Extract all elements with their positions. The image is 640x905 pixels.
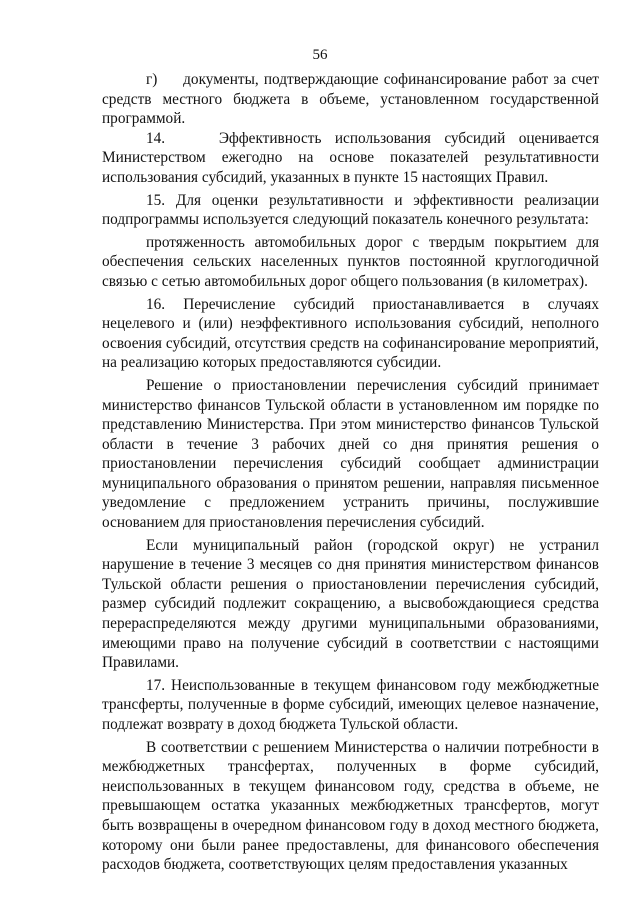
paragraph-15-indicator: 15. Для оценки результативности и эффективности реализации подпрограммы используется следующий показатель конечного результата: xyxy=(102,191,599,229)
paragraph-17-unused-transfers: 17. Неиспользованные в текущем финансовом году межбюджетные трансферты, полученные в форме субсидий, имеющих целевое назначение, подлежат возврату в доход бюджета Тульской области. xyxy=(102,676,599,733)
paragraph-return-of-funds: В соответствии с решением Министерства о наличии потребности в межбюджетных трансфертах, полученных в форме субсидий, неиспользованных в текущем финансовом году, средства в объеме, не превышающем остатка указанных межбюджетных трансфертов, могут быть возвращены в очередном финансовом году в доход местного бюджета, которому они были ранее предоставлены, для финансового обеспечения расходов бюджета, соответствующих целям предоставления указанных xyxy=(102,738,599,874)
paragraph-road-length: протяженность автомобильных дорог с твердым покрытием для обеспечения сельских населенных пунктов постоянной круглогодичной связью с сетью автомобильных дорог общего пользования (в километрах). xyxy=(102,233,599,290)
paragraph-suspension-decision: Решение о приостановлении перечисления субсидий принимает министерство финансов Тульской области в установленном им порядке по представлению Министерства. При этом министерство финансов Тульской области в течение 3 рабочих дней со дня принятия решения о приостановлении перечисления субсидий сообщает администрации муниципального образования о принятом решении, направляя письменное уведомление с предложением устранить причины, послужившие основанием для приостановления перечисления субсидий. xyxy=(102,376,599,532)
paragraph-g-documents: г) документы, подтверждающие софинансирование работ за счет средств местного бюджета в объеме, установленном государственной программой. xyxy=(102,71,599,128)
document-body xyxy=(102,70,599,875)
paragraph-16-suspension: 16. Перечисление субсидий приостанавливается в случаях нецелевого и (или) неэффективного использования субсидий, неполного освоения субсидий, отсутствия средств на софинансирование мероприятий, на реализацию которых предоставляются субсидии. xyxy=(102,295,599,372)
paragraph-14-efficiency: 14. Эффективность использования субсидий оценивается Министерством ежегодно на основе показателей результативности использования субсидий, указанных в пункте 15 настоящих Правил. xyxy=(102,129,599,186)
paragraph-violation-not-fixed: Если муниципальный район (городской округ) не устранил нарушение в течение 3 месяцев со дня принятия министерством финансов Тульской области решения о приостановлении перечисления субсидий, размер субсидий подлежит сокращению, а высвобождающиеся средства перераспределяются между другими муниципальными образованиями, имеющими право на получение субсидий в соответствии с настоящими Правилами. xyxy=(102,536,599,672)
page-number: 56 xyxy=(312,47,328,63)
